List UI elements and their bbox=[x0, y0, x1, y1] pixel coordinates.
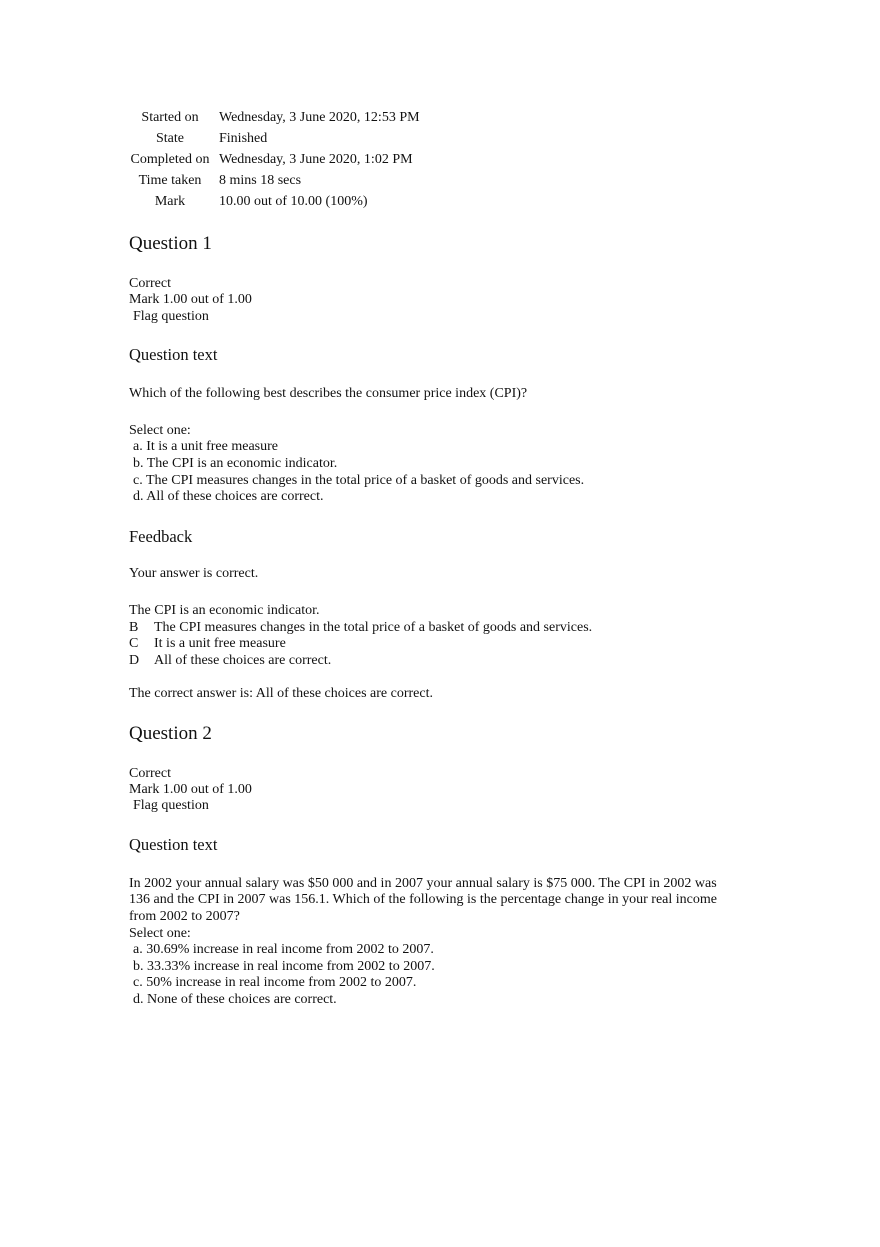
question-2-text-line: 136 and the CPI in 2007 was 156.1. Which of the following is the percentage change in your real income bbox=[129, 892, 717, 907]
question-1-option-a[interactable]: a. It is a unit free measure bbox=[133, 439, 278, 454]
question-2-title: Question 2 bbox=[129, 723, 212, 744]
question-1-feedback-heading: Feedback bbox=[129, 527, 193, 546]
question-2-mark: Mark 1.00 out of 1.00 bbox=[129, 782, 252, 797]
question-1-text-heading: Question text bbox=[129, 345, 218, 364]
summary-value-started: Wednesday, 3 June 2020, 12:53 PM bbox=[219, 110, 420, 125]
question-1-select-one: Select one: bbox=[129, 423, 191, 438]
question-1-text: Which of the following best describes the consumer price index (CPI)? bbox=[129, 386, 528, 401]
feedback-list-item: B The CPI measures changes in the total price of a basket of goods and services. bbox=[129, 620, 593, 635]
question-1-title: Question 1 bbox=[129, 233, 212, 254]
summary-label-started: Started on bbox=[141, 110, 199, 125]
question-2-text-line: In 2002 your annual salary was $50 000 and in 2007 your annual salary is $75 000. The CPI in 2002 was bbox=[129, 876, 717, 891]
summary-value-completed: Wednesday, 3 June 2020, 1:02 PM bbox=[219, 152, 413, 167]
summary-value-state: Finished bbox=[219, 131, 268, 146]
question-2-option-d[interactable]: d. None of these choices are correct. bbox=[133, 992, 337, 1007]
summary-value-mark: 10.00 out of 10.00 (100%) bbox=[219, 194, 368, 209]
question-1-option-d[interactable]: d. All of these choices are correct. bbox=[133, 489, 324, 504]
question-2-option-c[interactable]: c. 50% increase in real income from 2002 to 2007. bbox=[133, 975, 417, 990]
question-2-select-one: Select one: bbox=[129, 926, 191, 941]
question-1-feedback-intro: Your answer is correct. bbox=[129, 566, 259, 581]
feedback-list-item: D All of these choices are correct. bbox=[129, 653, 332, 668]
question-2-option-b[interactable]: b. 33.33% increase in real income from 2002 to 2007. bbox=[133, 959, 435, 974]
question-2-option-a[interactable]: a. 30.69% increase in real income from 2002 to 2007. bbox=[133, 942, 434, 957]
question-1-status: Correct bbox=[129, 276, 171, 291]
summary-value-time: 8 mins 18 secs bbox=[219, 173, 302, 188]
summary-label-completed: Completed on bbox=[130, 152, 210, 167]
question-1-option-c[interactable]: c. The CPI measures changes in the total price of a basket of goods and services. bbox=[133, 473, 585, 488]
summary-label-mark: Mark bbox=[154, 194, 186, 209]
question-1-feedback-first: The CPI is an economic indicator. bbox=[129, 603, 320, 618]
summary-label-state: State bbox=[156, 131, 184, 146]
question-2-status: Correct bbox=[129, 766, 171, 781]
question-1-mark: Mark 1.00 out of 1.00 bbox=[129, 292, 252, 307]
question-2-text-line: from 2002 to 2007? bbox=[129, 909, 240, 924]
question-2-text-heading: Question text bbox=[129, 835, 218, 854]
question-1-correct-answer: The correct answer is: All of these choices are correct. bbox=[129, 686, 433, 701]
summary-label-time: Time taken bbox=[138, 173, 202, 188]
question-2-flag-link[interactable]: Flag question bbox=[133, 798, 209, 813]
feedback-list-item: C It is a unit free measure bbox=[129, 636, 286, 651]
question-1-flag-link[interactable]: Flag question bbox=[133, 309, 209, 324]
question-1-option-b[interactable]: b. The CPI is an economic indicator. bbox=[133, 456, 338, 471]
